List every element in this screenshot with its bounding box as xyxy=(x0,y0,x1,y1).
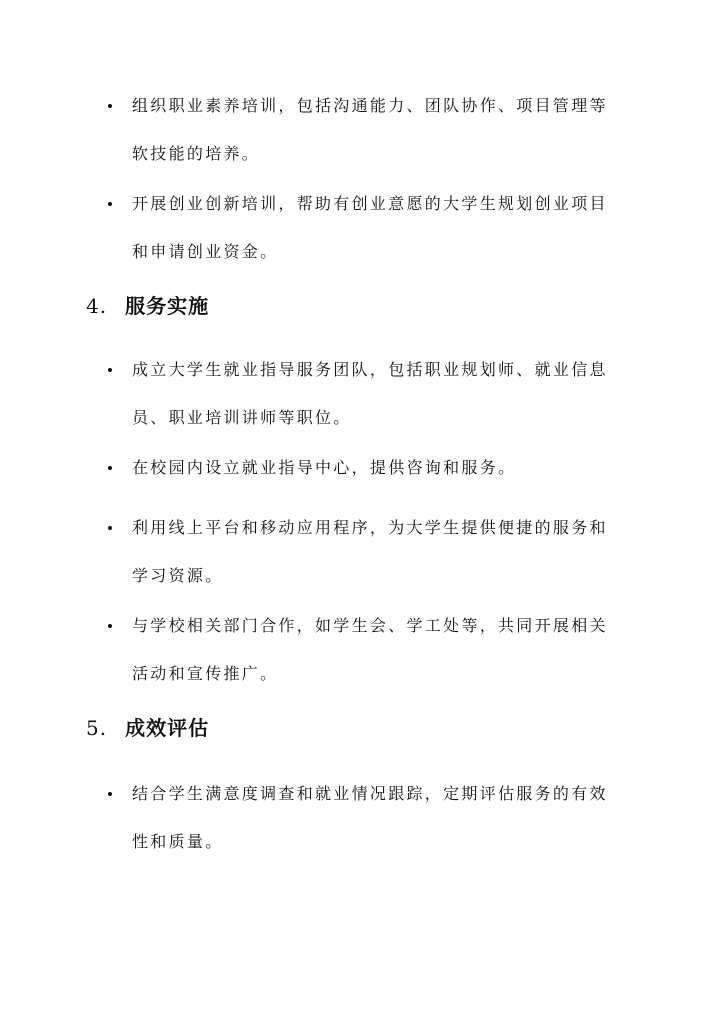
bullet-icon xyxy=(108,202,112,206)
list-item-text: 利用线上平台和移动应用程序，为大学生提供便捷的服务和学习资源。 xyxy=(132,518,608,585)
list-item-text: 开展创业创新培训，帮助有创业意愿的大学生规划创业项目和申请创业资金。 xyxy=(132,194,608,261)
bullet-icon xyxy=(108,792,112,796)
section-number: 5. xyxy=(86,716,108,740)
bullet-icon xyxy=(108,104,112,108)
section-heading xyxy=(86,712,209,741)
bullet-icon xyxy=(108,466,112,470)
bullet-icon xyxy=(108,368,112,372)
bullet-icon xyxy=(108,624,112,628)
list-item-text: 在校园内设立就业指导中心，提供咨询和服务。 xyxy=(132,458,517,477)
section-title: 服务实施 xyxy=(125,294,210,318)
section-heading xyxy=(86,290,209,319)
list-item-text: 与学校相关部门合作，如学生会、学工处等，共同开展相关活动和宣传推广。 xyxy=(132,616,608,683)
list-item-text: 成立大学生就业指导服务团队，包括职业规划师、就业信息员、职业培训讲师等职位。 xyxy=(132,360,608,427)
list-item-text: 结合学生满意度调查和就业情况跟踪，定期评估服务的有效性和质量。 xyxy=(132,784,608,851)
section-number: 4. xyxy=(86,294,108,318)
bullet-icon xyxy=(108,526,112,530)
section-title: 成效评估 xyxy=(125,716,210,740)
list-item-text: 组织职业素养培训，包括沟通能力、团队协作、项目管理等软技能的培养。 xyxy=(132,96,608,163)
